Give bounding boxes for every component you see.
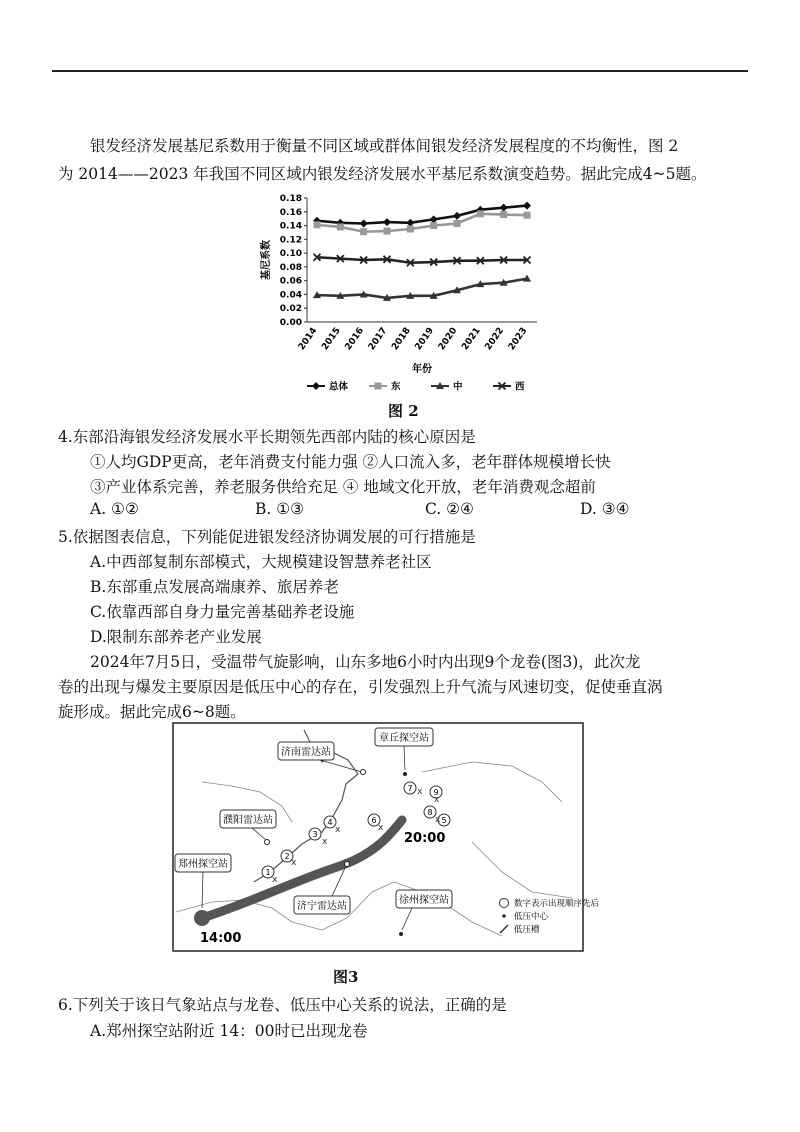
q5-option-c[interactable]: C.依靠西部自身力量完善基础养老设施 [90,603,355,621]
zhengzhou-station-label: 郑州探空站 [178,859,228,870]
data-point [337,223,344,230]
data-point [454,220,461,227]
jining-station-marker [345,862,350,867]
svg-text:x: x [378,823,384,833]
intro2-line-2: 卷的出现与爆发主要原因是低压中心的存在，引发强烈上升气流与风速切变，促使垂直涡 [58,678,663,696]
x-tick-label: 2019 [413,325,437,353]
series-line [317,279,527,298]
data-point [314,221,321,228]
tornado-number: 2 [284,852,290,861]
q4-stem: 4.东部沿海银发经济发展水平长期领先西部内陆的核心原因是 [58,428,476,446]
tornado-number: 9 [433,788,439,797]
xuzhou-station-marker [399,932,403,936]
data-point [384,228,391,235]
data-point [477,210,484,217]
tornado-number: 1 [265,868,271,877]
y-tick-label: 0.08 [279,262,302,273]
svg-text:x: x [435,815,441,825]
y-axis-label: 基尼系数 [261,240,272,280]
tornado-number: 7 [407,784,413,793]
zhengzhou-marker [194,910,210,926]
svg-text:x: x [322,837,328,847]
data-point [430,222,437,229]
puyang-station-marker [265,840,270,845]
x-tick-label: 2021 [460,325,483,353]
y-tick-label: 0.06 [279,276,302,287]
svg-text:x: x [335,825,341,835]
svg-text:x: x [434,795,440,805]
x-tick-label: 2020 [436,325,460,353]
tornado-number: 5 [441,816,447,825]
legend-low-center: 低压中心 [514,912,549,922]
intro-line-2: 为 2014——2023 年我国不同区域内银发经济发展水平基尼系数演变趋势。据此完成4~5题。 [58,165,707,183]
y-tick-label: 0.12 [279,235,302,246]
top-rule [52,70,748,72]
q4-statements-1: ①人均GDP更高，老年消费支付能力强 ②人口流入多，老年群体规模增长快 [90,453,611,471]
q5-stem: 5.依据图表信息，下列能促进银发经济协调发展的可行措施是 [58,528,476,546]
legend-label: 中 [453,381,463,393]
intro-line-1: 银发经济发展基尼系数用于衡量不同区域或群体间银发经济发展程度的不均衡性，图 2 [90,137,679,155]
tornado-number: 4 [327,818,333,827]
figure-3-caption: 图3 [333,968,359,986]
data-point [500,211,507,218]
data-point [500,204,508,212]
intro2-line-3: 旋形成。据此完成6~8题。 [58,703,246,721]
time-end-label: 20:00 [404,831,446,846]
y-tick-label: 0.10 [279,249,302,260]
svg-text:x: x [291,858,297,868]
intro2-line-1: 2024年7月5日，受温带气旋影响，山东多地6小时内出现9个龙卷(图3)，此次龙 [90,653,641,671]
data-point [360,219,368,227]
data-point [360,228,367,235]
tornado-number: 6 [371,816,377,825]
series-line [317,257,527,263]
tornado-number: 3 [312,830,318,839]
y-tick-label: 0.18 [279,194,302,204]
q4-option-a[interactable]: A. ①② [90,500,139,518]
xuzhou-station-label: 徐州探空站 [399,895,449,906]
svg-text:x: x [272,875,278,885]
q6-option-a[interactable]: A.郑州探空站附近 14：00时已出现龙卷 [90,1022,368,1040]
data-point [524,212,531,219]
y-tick-label: 0.00 [279,318,302,328]
data-point [453,212,461,220]
x-tick-label: 2022 [483,325,507,353]
legend-label: 西 [515,381,525,393]
legend-label: 东 [391,381,401,393]
jining-station-label: 济宁雷达站 [297,901,347,912]
gini-line-chart [255,188,565,394]
q5-option-d[interactable]: D.限制东部养老产业发展 [90,628,262,646]
q5-option-b[interactable]: B.东部重点发展高端康养、旅居养老 [90,578,339,596]
svg-text:x: x [417,787,423,797]
data-point [383,218,391,226]
jinan-station-label: 济南雷达站 [281,747,331,758]
q4-option-c[interactable]: C. ②④ [425,500,474,518]
x-tick-label: 2017 [366,325,390,353]
x-tick-label: 2016 [343,325,367,353]
q4-statements-2: ③产业体系完善，养老服务供给充足 ④ 地域文化开放，老年消费观念超前 [90,478,596,496]
data-point [312,382,320,390]
q4-option-d[interactable]: D. ③④ [580,500,630,518]
q5-option-a[interactable]: A.中西部复制东部模式，大规模建设智慧养老社区 [90,553,432,571]
data-point [375,383,382,390]
q4-option-b[interactable]: B. ①③ [255,500,305,518]
y-tick-label: 0.14 [279,221,302,232]
data-point [407,226,414,233]
time-start-label: 14:00 [200,931,242,946]
x-axis-label: 年份 [412,364,432,375]
figure-2-caption: 图 2 [388,402,419,420]
y-tick-label: 0.04 [279,290,302,301]
tornado-map [172,722,600,952]
legend-low-trough: 低压槽 [514,925,540,935]
tornado-number: 8 [427,808,433,817]
x-tick-label: 2023 [506,325,530,353]
x-tick-label: 2018 [390,325,413,353]
jinan-station-marker [361,770,366,775]
x-tick-label: 2015 [320,325,343,353]
zhangqiu-station-label: 章丘探空站 [379,733,429,744]
y-tick-label: 0.02 [279,304,302,315]
puyang-station-label: 濮阳雷达站 [223,815,273,826]
x-tick-label: 2014 [296,325,320,353]
zhangqiu-station-marker [403,772,407,776]
legend-order: 数字表示出现顺序先后 [514,899,600,909]
data-point [523,202,531,210]
legend-label: 总体 [329,381,349,393]
y-tick-label: 0.16 [279,207,302,218]
q6-stem: 6.下列关于该日气象站点与龙卷、低压中心关系的说法，正确的是 [58,996,507,1014]
